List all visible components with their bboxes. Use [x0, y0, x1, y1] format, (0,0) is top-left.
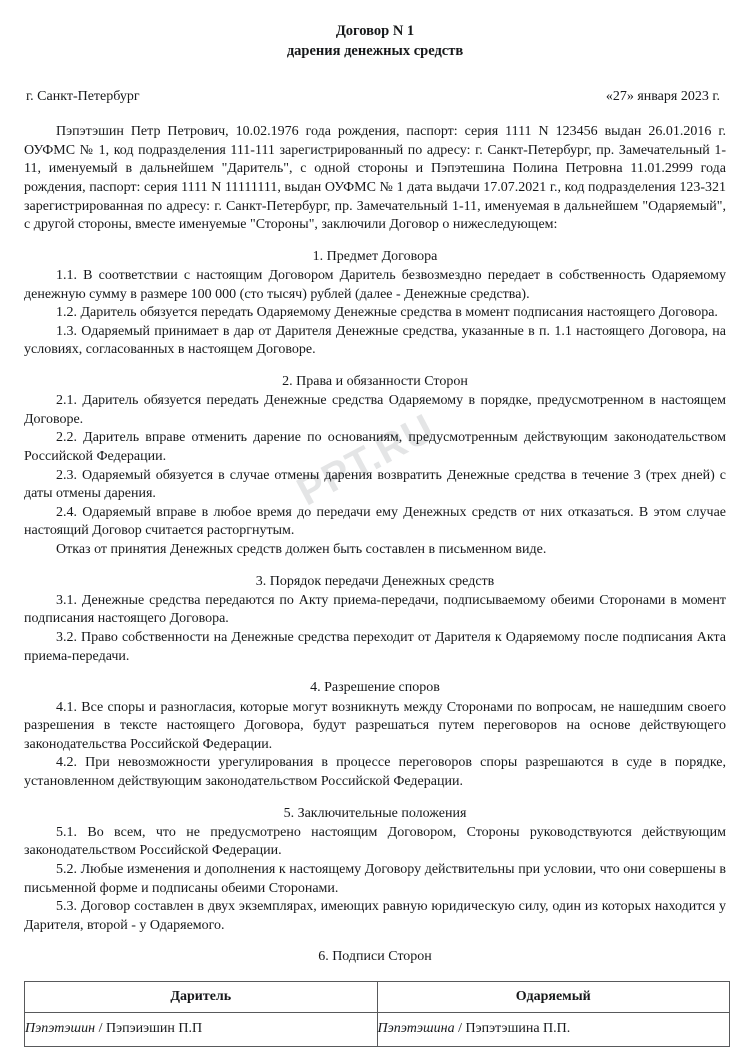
place-label: г. Санкт-Петербург	[26, 89, 140, 105]
clause-1-3: 1.3. Одаряемый принимает в дар от Дарителя Денежные средства, указанные в п. 1.1 настоящего Договора, на условиях, согласованных в настоящем Договоре.	[24, 323, 726, 358]
clause-1-1: 1.1. В соответствии с настоящим Договором Даритель безвозмездно передает в собственность Одаряемому денежную сумму в размере 100 000 (сто тысяч) рублей (далее - Денежные средства).	[24, 267, 726, 302]
signature-name-donor: Пэпэиэшин П.П	[105, 1021, 203, 1037]
section-3-heading: 3. Порядок передачи Денежных средств	[255, 573, 495, 589]
clause-2-1: 2.1. Даритель обязуется передать Денежные средства Одаряемому в порядке, предусмотренном в настоящем Договоре.	[24, 393, 726, 427]
section-1-heading: 1. Предмет Договора	[312, 248, 438, 264]
section-2-heading: 2. Права и обязанности Сторон	[282, 374, 468, 390]
clause-4-2: 4.2. При невозможности урегулирования в процессе переговоров споры разрешаются в суде в порядке, установленном действующим законодательством Российской Федерации.	[24, 755, 726, 789]
section-2	[24, 373, 726, 560]
section-4	[24, 679, 726, 791]
table-row	[25, 1012, 730, 1046]
table-header-row	[25, 981, 730, 1012]
signature-name-donee: Пэпэтэшина П.П.	[465, 1021, 571, 1037]
clause-3-1: 3.1. Денежные средства передаются по Акту приема-передачи, подписываемому обеими Сторонами в момент подписания настоящего Договора.	[24, 592, 726, 627]
signature-mark-donee: Пэпэтэшина	[377, 1021, 455, 1037]
signature-cell-donee	[377, 1012, 730, 1046]
clause-1-2: 1.2. Даритель обязуется передать Одаряемому Денежные средства в момент подписания настоящего Договора.	[56, 305, 718, 321]
clause-2-3: 2.3. Одаряемый обязуется в случае отмены дарения возвратить Денежные средства в течение 3 (трех дней) с даты отмены дарения.	[24, 467, 726, 502]
signatures-table	[24, 981, 730, 1047]
clause-4-1: 4.1. Все споры и разногласия, которые могут возникнуть между Сторонами по вопросам, не нашедшим своего разрешения в тексте настоящего Договора, будут разрешаться путем переговоров на основе действующего законодательства Российской Федерации.	[24, 699, 726, 752]
clause-2-refusal-note: Отказ от принятия Денежных средств должен быть составлен в письменном виде.	[56, 542, 547, 558]
section-5	[24, 805, 726, 936]
date-label: «27» января 2023 г.	[605, 89, 720, 105]
signature-header-donor: Даритель	[25, 981, 378, 1012]
section-5-heading: 5. Заключительные положения	[283, 805, 467, 821]
clause-5-2: 5.2. Любые изменения и дополнения к настоящему Договору действительны при условии, что они совершены в письменной форме и подписаны обеими Сторонами.	[24, 861, 726, 896]
signature-cell-donor	[25, 1012, 378, 1046]
clause-5-3: 5.3. Договор составлен в двух экземплярах, имеющих равную юридическую силу, один из которых находится у Дарителя, второй - у Одаряемого.	[24, 899, 726, 933]
section-6-heading: 6. Подписи Сторон	[318, 949, 432, 965]
section-1	[24, 248, 726, 360]
place-date-row	[24, 89, 726, 105]
section-4-heading: 4. Разрешение споров	[310, 680, 440, 696]
signature-separator-donee: /	[454, 1021, 466, 1037]
clause-2-4: 2.4. Одаряемый вправе в любое время до передачи ему Денежных средств от них отказаться. В этом случае настоящий Договор считается расторгнутым.	[24, 504, 726, 539]
signature-mark-donor: Пэпэтэшин	[25, 1021, 96, 1037]
clause-3-2: 3.2. Право собственности на Денежные средства переходит от Дарителя к Одаряемому после подписания Акта приема-передачи.	[24, 630, 726, 664]
watermark: PPT.RU	[290, 405, 442, 515]
page-title	[24, 22, 726, 61]
signature-separator-donor: /	[95, 1021, 106, 1037]
signature-header-donee: Одаряемый	[377, 981, 730, 1012]
section-6	[24, 948, 726, 1046]
title-line-2: дарения денежных средств	[286, 42, 464, 59]
clause-5-1: 5.1. Во всем, что не предусмотрено настоящим Договором, Стороны руководствуются действующим законодательством Российской Федерации.	[24, 824, 726, 859]
intro-paragraph: Пэпэтэшин Петр Петрович, 10.02.1976 года рождения, паспорт: серия 1111 N 123456 выдан 26.01.2016 г. ОУФМС № 1, код подразделения 111-111 зарегистрированный по адресу: г. Санкт-Петербург, пр. Замечательный 1-11, именуемый в дальнейшем "Даритель", с одной стороны и Пэпэтешина Полина Петровна 11.01.2999 года рождения, паспорт: серия 1111 N 11111111, выдан ОУФМС № 1 дата выдачи 17.07.2021 г., код подразделения 123-321 зарегистрированная по адресу: г. Санкт-Петербург, пр. Замечательный 1-11, именуемая в дальнейшем "Одаряемый", с другой стороны, вместе именуемые "Стороны", заключили Договор о нижеследующем:	[24, 124, 726, 233]
section-3	[24, 573, 726, 667]
title-line-1: Договор N 1	[335, 23, 415, 39]
clause-2-2: 2.2. Даритель вправе отменить дарение по основаниям, предусмотренным действующим законодательством Российской Федерации.	[24, 430, 726, 465]
